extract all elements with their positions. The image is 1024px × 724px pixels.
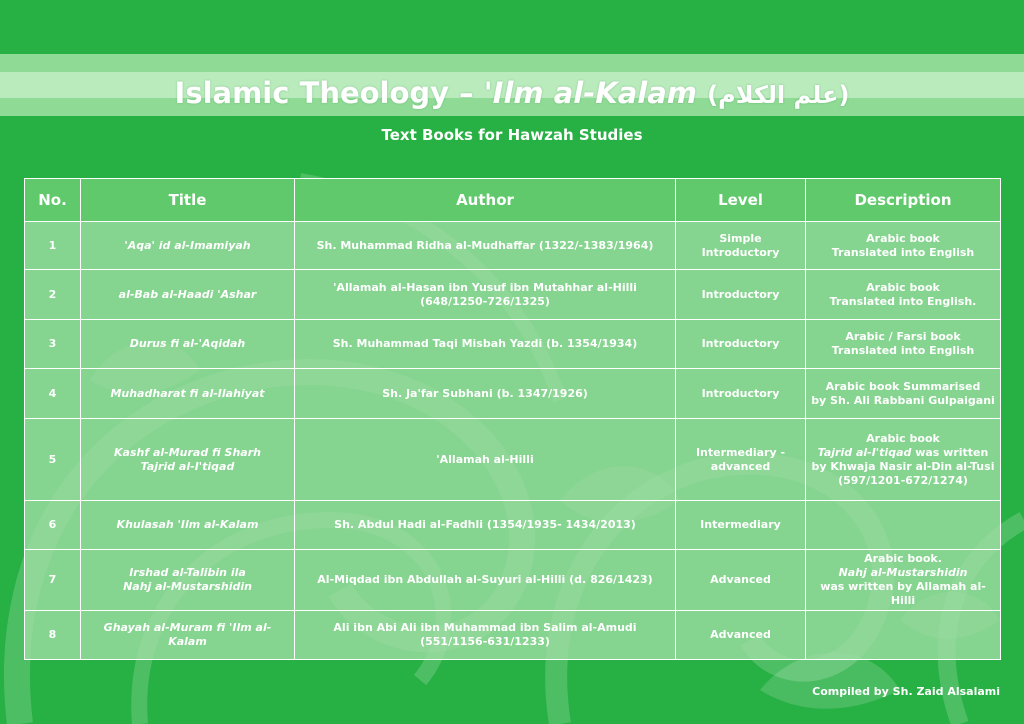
cell-description <box>806 611 1001 660</box>
cell-author: Sh. Muhammad Ridha al-Mudhaffar (1322/-1383/1964) <box>295 222 676 270</box>
cell-level: Introductory <box>676 320 806 369</box>
cell-no: 4 <box>25 369 81 419</box>
cell-author: Sh. Muhammad Taqi Misbah Yazdi (b. 1354/1934) <box>295 320 676 369</box>
table-row <box>25 501 1001 550</box>
cell-description: Arabic book Tajrid al-I'tiqad was written by Khwaja Nasir al-Din al-Tusi (597/1201-672/1274) <box>806 419 1001 501</box>
cell-level: Introductory <box>676 270 806 320</box>
table-row <box>25 550 1001 611</box>
cell-description: Arabic book Translated into English <box>806 222 1001 270</box>
column-header-author: Author <box>295 179 676 222</box>
cell-no: 6 <box>25 501 81 550</box>
table-row <box>25 611 1001 660</box>
cell-no: 1 <box>25 222 81 270</box>
table-header-row <box>25 179 1001 222</box>
cell-no: 2 <box>25 270 81 320</box>
cell-title: Ghayah al-Muram fi 'Ilm al-Kalam <box>81 611 295 660</box>
cell-title: Durus fi al-'Aqidah <box>81 320 295 369</box>
cell-description: Arabic book. Nahj al-Mustarshidin was written by Allamah al-Hilli <box>806 550 1001 611</box>
cell-title: al-Bab al-Haadi 'Ashar <box>81 270 295 320</box>
cell-title: Irshad al-Talibin ila Nahj al-Mustarshidin <box>81 550 295 611</box>
cell-level: Intermediary - advanced <box>676 419 806 501</box>
cell-author: 'Allamah al-Hilli <box>295 419 676 501</box>
cell-description: Arabic book Translated into English. <box>806 270 1001 320</box>
cell-level: Intermediary <box>676 501 806 550</box>
page-subtitle: Text Books for Hawzah Studies <box>381 126 643 144</box>
cell-description: Arabic book Summarised by Sh. Ali Rabbani Gulpaigani <box>806 369 1001 419</box>
table-row <box>25 270 1001 320</box>
cell-author: Sh. Abdul Hadi al-Fadhli (1354/1935- 1434/2013) <box>295 501 676 550</box>
cell-level: Simple Introductory <box>676 222 806 270</box>
cell-author: Ali ibn Abi Ali ibn Muhammad ibn Salim al-Amudi (551/1156-631/1233) <box>295 611 676 660</box>
cell-title: Muhadharat fi al-Ilahiyat <box>81 369 295 419</box>
cell-author: Sh. Ja'far Subhani (b. 1347/1926) <box>295 369 676 419</box>
column-header-description: Description <box>806 179 1001 222</box>
cell-title: Kashf al-Murad fi Sharh Tajrid al-I'tiqad <box>81 419 295 501</box>
cell-no: 7 <box>25 550 81 611</box>
cell-level: Advanced <box>676 611 806 660</box>
column-header-no: No. <box>25 179 81 222</box>
table-row <box>25 222 1001 270</box>
cell-level: Introductory <box>676 369 806 419</box>
cell-author: 'Allamah al-Hasan ibn Yusuf ibn Mutahhar al-Hilli (648/1250-726/1325) <box>295 270 676 320</box>
cell-title: Khulasah 'Ilm al-Kalam <box>81 501 295 550</box>
table-row <box>25 320 1001 369</box>
table-row <box>25 419 1001 501</box>
cell-level: Advanced <box>676 550 806 611</box>
textbooks-table <box>24 178 1001 660</box>
title-main: Islamic Theology – <box>174 76 484 110</box>
cell-author: Al-Miqdad ibn Abdullah al-Suyuri al-Hilli (d. 826/1423) <box>295 550 676 611</box>
title-italic: 'Ilm al-Kalam <box>483 76 698 110</box>
cell-description <box>806 501 1001 550</box>
title-arabic: (علم الكلام) <box>707 81 850 109</box>
cell-description: Arabic / Farsi book Translated into English <box>806 320 1001 369</box>
footer-credit: Compiled by Sh. Zaid Alsalami <box>812 685 1000 698</box>
column-header-title: Title <box>81 179 295 222</box>
page-title <box>0 70 1024 118</box>
column-header-level: Level <box>676 179 806 222</box>
cell-title: 'Aqa' id al-Imamiyah <box>81 222 295 270</box>
cell-no: 3 <box>25 320 81 369</box>
table-row <box>25 369 1001 419</box>
cell-no: 8 <box>25 611 81 660</box>
cell-no: 5 <box>25 419 81 501</box>
